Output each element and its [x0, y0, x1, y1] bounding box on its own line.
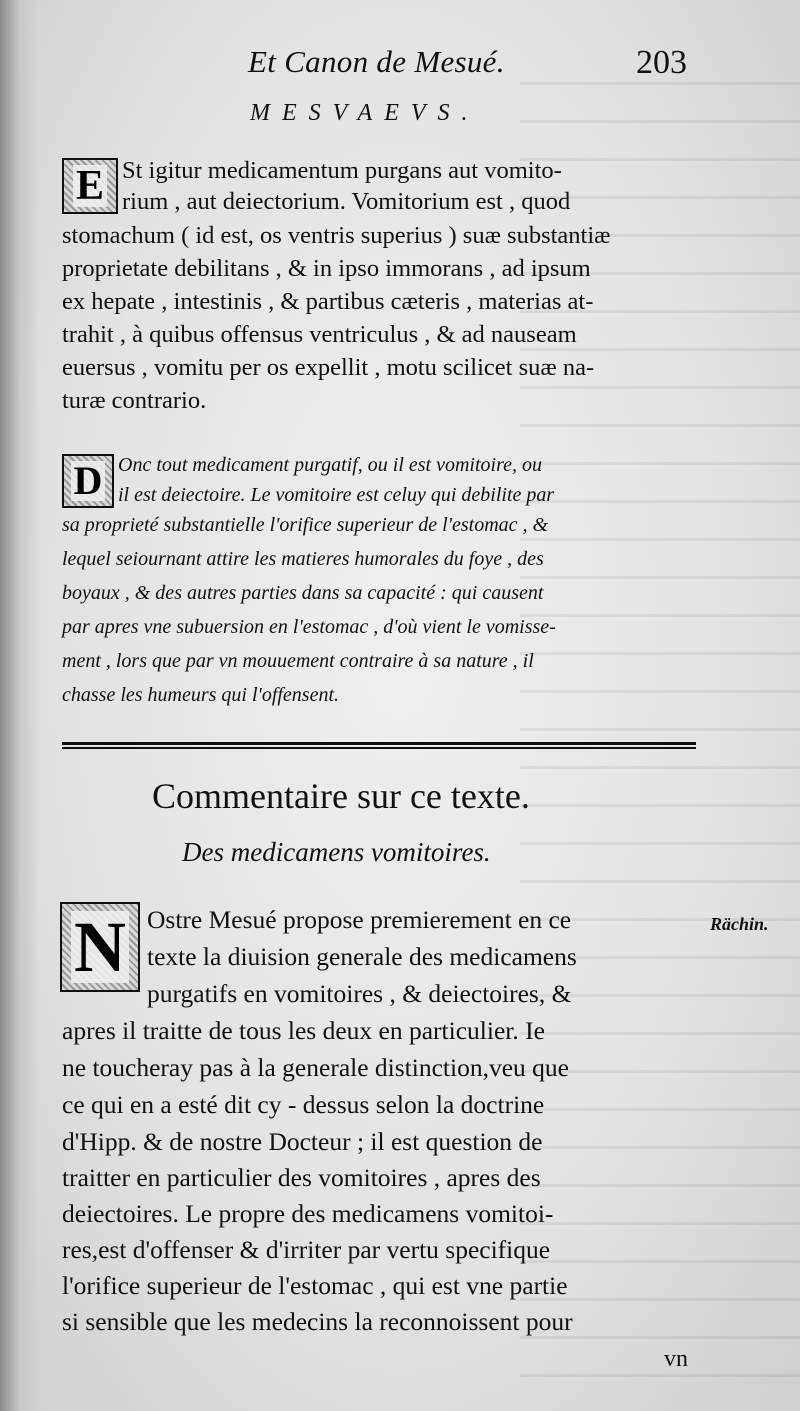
- margin-note: Rächin.: [710, 914, 769, 934]
- french-line: ment , lors que par vn mouuement contraire à sa nature , il: [62, 650, 534, 672]
- commentary-line: apres il traitte de tous les deux en particulier. Ie: [62, 1016, 545, 1045]
- commentary-title: Commentaire sur ce texte.: [152, 776, 530, 816]
- commentary-line: res,est d'offenser & d'irriter par vertu specifique: [62, 1235, 551, 1264]
- section-divider-rule: [62, 742, 696, 749]
- running-head: [0, 44, 800, 84]
- french-line: sa proprieté substantielle l'orifice superieur de l'estomac , &: [62, 514, 549, 536]
- ornamental-initial-d: D: [62, 454, 114, 508]
- commentary-line: Ostre Mesué propose premierement en ce: [147, 905, 572, 934]
- french-line: par apres vne subuersion en l'estomac , d'où vient le vomisse-: [62, 616, 556, 638]
- commentary-line: d'Hipp. & de nostre Docteur ; il est question de: [62, 1127, 543, 1156]
- page-number: 203: [636, 44, 687, 81]
- ornamental-initial-n: N: [60, 902, 140, 992]
- commentary-line: si sensible que les medecins la reconnoissent pour: [62, 1307, 573, 1336]
- latin-line: stomachum ( id est, os ventris superius ) suæ substantiæ: [62, 222, 611, 249]
- latin-line: ex hepate , intestinis , & partibus cæteris , materias at-: [62, 288, 594, 315]
- french-line: boyaux , & des autres parties dans sa capacité : qui causent: [62, 582, 544, 604]
- french-line: il est deiectoire. Le vomitoire est celuy qui debilite par: [118, 484, 555, 506]
- latin-line: euersus , vomitu per os expellit , motu scilicet suæ na-: [62, 354, 595, 381]
- french-line: chasse les humeurs qui l'offensent.: [62, 684, 340, 706]
- french-line: Onc tout medicament purgatif, ou il est vomitoire, ou: [118, 454, 543, 476]
- commentary-line: ne toucheray pas à la generale distinction,veu que: [62, 1053, 569, 1082]
- commentary-line: purgatifs en vomitoires , & deiectoires, &: [147, 979, 572, 1008]
- author-heading: MESVAEVS.: [250, 100, 480, 126]
- page-gutter-shadow: [0, 0, 40, 1411]
- catchword: vn: [664, 1346, 688, 1372]
- commentary-line: ce qui en a esté dit cy - dessus selon la doctrine: [62, 1090, 545, 1119]
- latin-line: rium , aut deiectorium. Vomitorium est , quod: [122, 188, 571, 215]
- running-title: Et Canon de Mesué.: [248, 44, 505, 79]
- commentary-line: traitter en particulier des vomitoires , apres des: [62, 1163, 541, 1192]
- latin-line: St igitur medicamentum purgans aut vomito-: [122, 157, 562, 184]
- latin-line: turæ contrario.: [62, 387, 207, 414]
- latin-line: trahit , à quibus offensus ventriculus , & ad nauseam: [62, 321, 577, 348]
- french-line: lequel seiournant attire les matieres humorales du foye , des: [62, 548, 544, 570]
- commentary-line: deiectoires. Le propre des medicamens vomitoi-: [62, 1199, 554, 1228]
- commentary-subtitle: Des medicamens vomitoires.: [182, 837, 491, 867]
- latin-line: proprietate debilitans , & in ipso immorans , ad ipsum: [62, 255, 591, 282]
- ornamental-initial-e: E: [62, 158, 118, 214]
- commentary-line: l'orifice superieur de l'estomac , qui est vne partie: [62, 1271, 568, 1300]
- commentary-line: texte la diuision generale des medicamens: [147, 942, 577, 971]
